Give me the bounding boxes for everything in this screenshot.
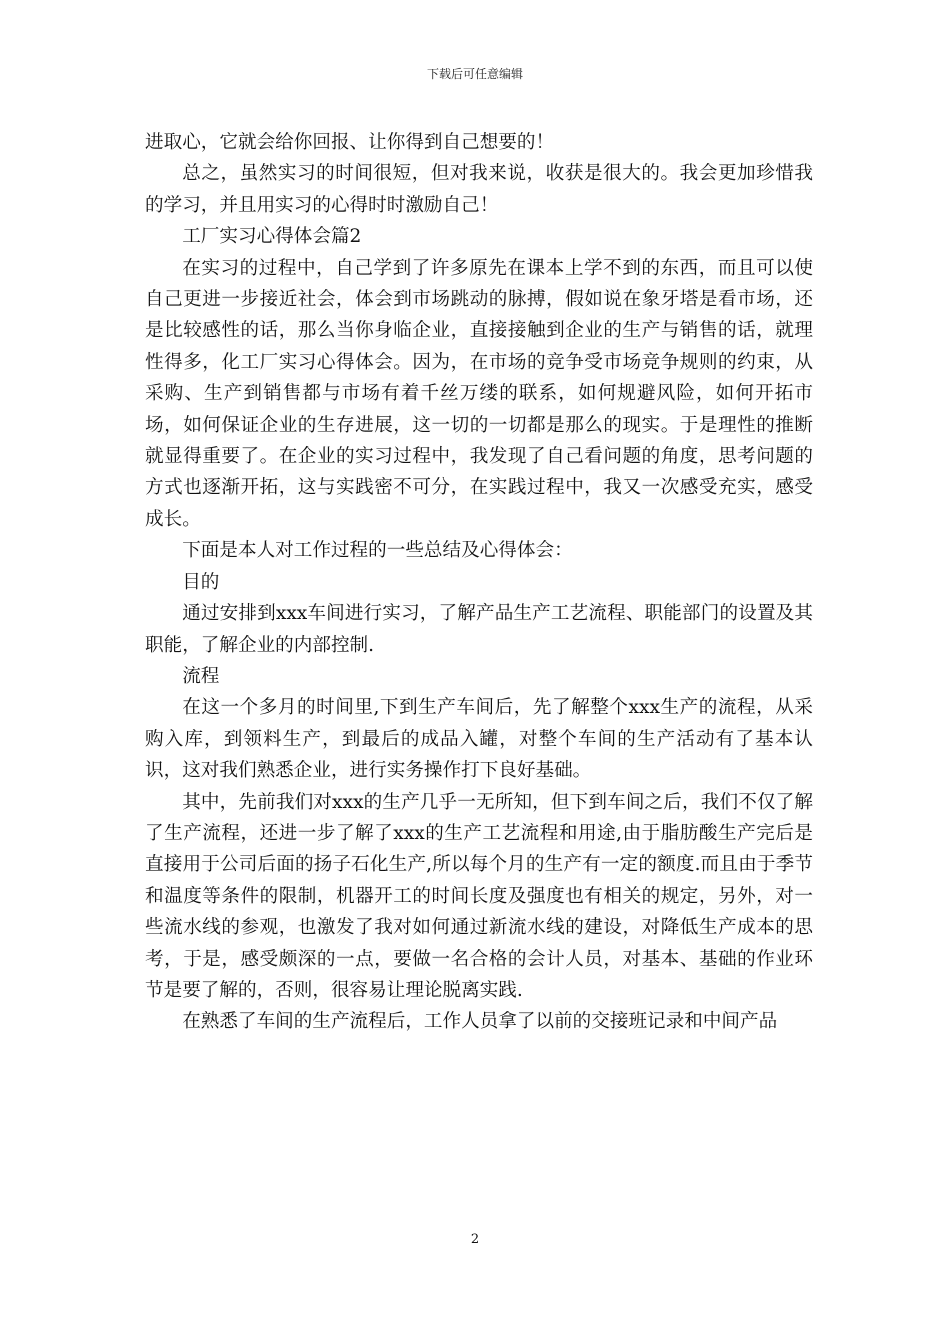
- paragraph-purpose: 通过安排到xxx车间进行实习，了解产品生产工艺流程、职能部门的设置及其职能，了解企业的内部控制.: [145, 603, 813, 656]
- subheading-process: 流程: [182, 665, 220, 687]
- page-header: 下载后可任意编辑: [426, 67, 523, 81]
- paragraph-intro: 在实习的过程中，自己学到了许多原先在课本上学不到的东西，而且可以使自己更进一步接近社会，体会到市场跳动的脉搏，假如说在象牙塔是看市场，还是比较感性的话，那么当你身临企业，直接接触到企业的生产与销售的话，就理性得多，化工厂实习心得体会。因为，在市场的竞争受市场竞争规则的约束，从采购、生产到销售都与市场有着千丝万缕的联系，如何规避风险，如何开拓市场，如何保证企业的生存进展，这一切的一切都是那么的现实。于是理性的推断就显得重要了。在企业的实习过程中，我发现了自己看问题的角度，思考问题的方式也逐渐开拓，这与实践密不可分，在实践过程中，我又一次感受充实，感受成长。: [145, 257, 813, 530]
- paragraph-process: 在这一个多月的时间里,下到生产车间后，先了解整个xxx生产的流程，从采购入库，到领料生产，到最后的成品入罐，对整个车间的生产活动有了基本认识，这对我们熟悉企业，进行实务操作打下良好基础。: [145, 697, 813, 782]
- paragraph-records: 在熟悉了车间的生产流程后，工作人员拿了以前的交接班记录和中间产品: [182, 1011, 778, 1033]
- paragraph-continuation: 进取心，它就会给你回报、让你得到自己想要的！: [145, 132, 555, 153]
- section-title: 工厂实习心得体会篇2: [182, 226, 362, 248]
- paragraph-lead: 下面是本人对工作过程的一些总结及心得体会：: [182, 540, 573, 562]
- page-number: 2: [470, 1232, 480, 1247]
- subheading-purpose: 目的: [182, 571, 220, 593]
- document-body: [145, 127, 813, 1038]
- paragraph-summary: 总之，虽然实习的时间很短，但对我来说，收获是很大的。我会更加珍惜我的学习，并且用实习的心得时时激励自己！: [145, 163, 813, 216]
- paragraph-details: 其中，先前我们对xxx的生产几乎一无所知，但下到车间之后，我们不仅了解了生产流程，还进一步了解了xxx的生产工艺流程和用途,由于脂肪酸生产完后是直接用于公司后面的扬子石化生产,所以每个月的生产有一定的额度.而且由于季节和温度等条件的限制，机器开工的时间长度及强度也有相关的规定，另外，对一些流水线的参观，也激发了我对如何通过新流水线的建设，对降低生产成本的思考，于是，感受颇深的一点，要做一名合格的会计人员，对基本、基础的作业环节是要了解的，否则，很容易让理论脱离实践.: [145, 791, 813, 1001]
